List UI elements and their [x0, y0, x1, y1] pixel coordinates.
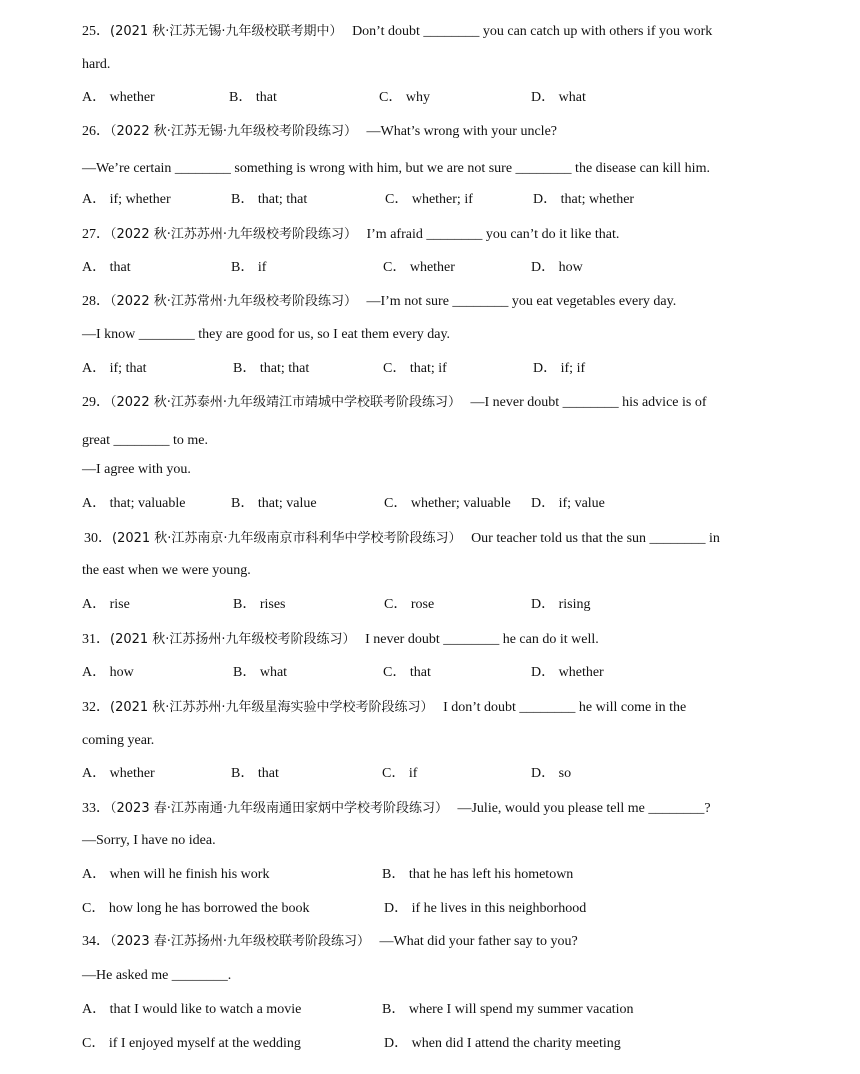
question-source: (2021 秋·江苏扬州·九年级校考阶段练习）	[110, 632, 356, 647]
option-d[interactable]	[384, 900, 586, 918]
question-stem-continued: —Sorry, I have no idea.	[82, 833, 216, 848]
question-number: 25．	[82, 24, 110, 39]
option-c[interactable]	[382, 765, 417, 783]
option-text: if; value	[558, 496, 605, 511]
option-label: C．	[383, 260, 407, 275]
option-label: D．	[531, 766, 556, 781]
option-text: whether	[109, 90, 155, 105]
option-label: B．	[382, 1002, 406, 1017]
question-source: （2022 秋·江苏无锡·九年级校考阶段练习）	[110, 124, 357, 139]
option-c[interactable]	[383, 664, 431, 682]
option-text: that; whether	[560, 192, 635, 207]
option-c[interactable]	[383, 259, 455, 277]
option-text: where I will spend my summer vacation	[408, 1002, 634, 1017]
option-text: rose	[410, 597, 435, 612]
option-text: if	[408, 766, 418, 781]
question-stem: —I never doubt ________ his advice is of	[470, 395, 707, 410]
option-b[interactable]	[233, 360, 309, 378]
option-b[interactable]	[382, 866, 573, 884]
option-d[interactable]	[384, 1035, 621, 1053]
option-b[interactable]	[233, 664, 287, 682]
question-source: (2021 秋·江苏南京·九年级南京市科利华中学校考阶段练习）	[112, 531, 462, 546]
question-27	[82, 226, 619, 244]
option-label: B．	[233, 597, 257, 612]
option-text: whether; if	[411, 192, 473, 207]
option-text: if; whether	[109, 192, 171, 207]
option-label: A．	[82, 1002, 107, 1017]
option-a[interactable]	[82, 495, 185, 513]
option-text: when will he finish his work	[109, 867, 270, 882]
option-text: how	[558, 260, 583, 275]
question-reply: —I agree with you.	[82, 462, 191, 477]
option-text: how long he has borrowed the book	[108, 901, 310, 916]
question-stem: —What’s wrong with your uncle?	[366, 124, 557, 139]
option-label: A．	[82, 496, 107, 511]
option-label: B．	[229, 90, 253, 105]
option-label: B．	[231, 260, 255, 275]
question-source: （2022 秋·江苏常州·九年级校考阶段练习）	[110, 294, 357, 309]
option-text: how	[109, 665, 134, 680]
option-a[interactable]	[82, 360, 147, 378]
option-d[interactable]	[531, 89, 586, 107]
question-32	[82, 699, 686, 717]
option-c[interactable]	[384, 495, 511, 513]
option-text: that; that	[259, 361, 310, 376]
question-stem-continued: hard.	[82, 57, 111, 72]
option-c[interactable]	[82, 900, 309, 918]
question-source: （2022 秋·江苏苏州·九年级校考阶段练习）	[110, 227, 357, 242]
option-text: that; value	[257, 496, 317, 511]
option-text: why	[405, 90, 430, 105]
question-source: (2021 秋·江苏苏州·九年级星海实验中学校考阶段练习）	[110, 700, 434, 715]
option-a[interactable]	[82, 866, 269, 884]
option-text: rise	[109, 597, 130, 612]
option-text: if	[257, 260, 267, 275]
option-d[interactable]	[531, 259, 583, 277]
option-label: C．	[385, 192, 409, 207]
option-a[interactable]	[82, 664, 134, 682]
option-text: that; that	[257, 192, 308, 207]
option-text: that	[409, 665, 431, 680]
option-text: that	[109, 260, 131, 275]
question-33	[82, 800, 711, 818]
option-text: that	[257, 766, 279, 781]
option-label: D．	[531, 496, 556, 511]
option-text: that I would like to watch a movie	[109, 1002, 302, 1017]
option-label: C．	[384, 597, 408, 612]
option-label: D．	[531, 90, 556, 105]
question-stem: —What did your father say to you?	[379, 934, 578, 949]
question-stem: Our teacher told us that the sun ________ in	[471, 531, 720, 546]
option-d[interactable]	[531, 495, 605, 513]
option-text: if he lives in this neighborhood	[411, 901, 587, 916]
option-a[interactable]	[82, 765, 155, 783]
question-28	[82, 293, 676, 311]
option-label: C．	[384, 496, 408, 511]
option-text: what	[259, 665, 288, 680]
option-b[interactable]	[231, 495, 317, 513]
question-source: (2021 秋·江苏无锡·九年级校联考期中）	[110, 24, 343, 39]
option-text: when did I attend the charity meeting	[411, 1036, 621, 1051]
question-stem: Don’t doubt ________ you can catch up with others if you work	[352, 24, 713, 39]
option-c[interactable]	[82, 1035, 301, 1053]
option-label: D．	[531, 665, 556, 680]
question-stem: —I’m not sure ________ you eat vegetables every day.	[366, 294, 677, 309]
question-stem-continued: —I know ________ they are good for us, so I eat them every day.	[82, 327, 451, 342]
option-a[interactable]	[82, 89, 155, 107]
option-label: D．	[533, 192, 558, 207]
option-label: D．	[384, 1036, 409, 1051]
option-label: A．	[82, 665, 107, 680]
option-c[interactable]	[379, 89, 430, 107]
option-c[interactable]	[383, 360, 447, 378]
option-text: rises	[259, 597, 286, 612]
question-stem-continued: coming year.	[82, 733, 155, 748]
option-text: if; that	[109, 361, 147, 376]
option-a[interactable]	[82, 596, 130, 614]
option-label: A．	[82, 90, 107, 105]
option-d[interactable]	[533, 360, 585, 378]
question-34	[82, 933, 578, 951]
option-label: D．	[531, 260, 556, 275]
option-a[interactable]	[82, 1001, 301, 1019]
question-stem: I’m afraid ________ you can’t do it like that.	[366, 227, 620, 242]
option-label: A．	[82, 361, 107, 376]
option-text: what	[558, 90, 586, 105]
option-a[interactable]	[82, 191, 171, 209]
option-text: rising	[558, 597, 591, 612]
option-label: D．	[384, 901, 409, 916]
option-label: B．	[231, 192, 255, 207]
question-number: 33．	[82, 801, 110, 816]
option-label: B．	[233, 665, 257, 680]
question-stem-continued: —He asked me ________.	[82, 968, 232, 983]
option-label: A．	[82, 867, 107, 882]
option-b[interactable]	[229, 89, 277, 107]
option-c[interactable]	[384, 596, 434, 614]
option-text: whether; valuable	[410, 496, 511, 511]
question-number: 28．	[82, 294, 110, 309]
option-label: A．	[82, 597, 107, 612]
question-stem-continued: great ________ to me.	[82, 433, 208, 448]
question-stem: I don’t doubt ________ he will come in the	[443, 700, 687, 715]
option-a[interactable]	[82, 259, 131, 277]
question-source: （2023 春·江苏扬州·九年级校联考阶段练习）	[110, 934, 370, 949]
question-number: 34．	[82, 934, 110, 949]
question-number: 29．	[82, 395, 110, 410]
question-number: 27．	[82, 227, 110, 242]
question-source: （2023 春·江苏南通·九年级南通田家炳中学校考阶段练习）	[110, 801, 448, 816]
option-label: C．	[82, 1036, 106, 1051]
option-label: C．	[382, 766, 406, 781]
option-label: C．	[82, 901, 106, 916]
option-text: if I enjoyed myself at the wedding	[108, 1036, 301, 1051]
question-26	[82, 123, 557, 141]
question-number: 26．	[82, 124, 110, 139]
option-b[interactable]	[231, 259, 266, 277]
option-label: B．	[233, 361, 257, 376]
question-number: 32．	[82, 700, 110, 715]
option-label: D．	[531, 597, 556, 612]
option-label: B．	[231, 496, 255, 511]
question-31	[82, 631, 599, 649]
option-b[interactable]	[382, 1001, 634, 1019]
option-d[interactable]	[531, 596, 591, 614]
option-label: D．	[533, 361, 558, 376]
option-b[interactable]	[231, 765, 279, 783]
option-text: that; if	[409, 361, 447, 376]
option-label: C．	[383, 361, 407, 376]
option-d[interactable]	[531, 664, 604, 682]
question-stem-continued: —We’re certain ________ something is wrong with him, but we are not sure ________ the disease can kill him.	[82, 161, 710, 176]
option-c[interactable]	[385, 191, 473, 209]
option-label: A．	[82, 766, 107, 781]
question-number: 31．	[82, 632, 110, 647]
question-stem-continued: the east when we were young.	[82, 563, 251, 578]
option-text: that; valuable	[109, 496, 186, 511]
option-text: whether	[409, 260, 455, 275]
question-29	[82, 394, 707, 412]
option-label: A．	[82, 260, 107, 275]
option-text: whether	[558, 665, 604, 680]
question-stem: I never doubt ________ he can do it well.	[365, 632, 599, 647]
option-text: that	[255, 90, 277, 105]
option-label: B．	[231, 766, 255, 781]
option-text: whether	[109, 766, 155, 781]
question-number: 30．	[84, 531, 112, 546]
option-text: so	[558, 766, 572, 781]
question-source: （2022 秋·江苏泰州·九年级靖江市靖城中学校联考阶段练习）	[110, 395, 461, 410]
option-label: C．	[383, 665, 407, 680]
option-b[interactable]	[233, 596, 286, 614]
question-stem: —Julie, would you please tell me ________?	[457, 801, 711, 816]
option-text: that he has left his hometown	[408, 867, 574, 882]
option-label: A．	[82, 192, 107, 207]
option-d[interactable]	[533, 191, 634, 209]
option-label: B．	[382, 867, 406, 882]
question-25	[82, 23, 712, 41]
question-30	[84, 530, 720, 548]
option-text: if; if	[560, 361, 586, 376]
option-label: C．	[379, 90, 403, 105]
option-d[interactable]	[531, 765, 571, 783]
option-b[interactable]	[231, 191, 307, 209]
